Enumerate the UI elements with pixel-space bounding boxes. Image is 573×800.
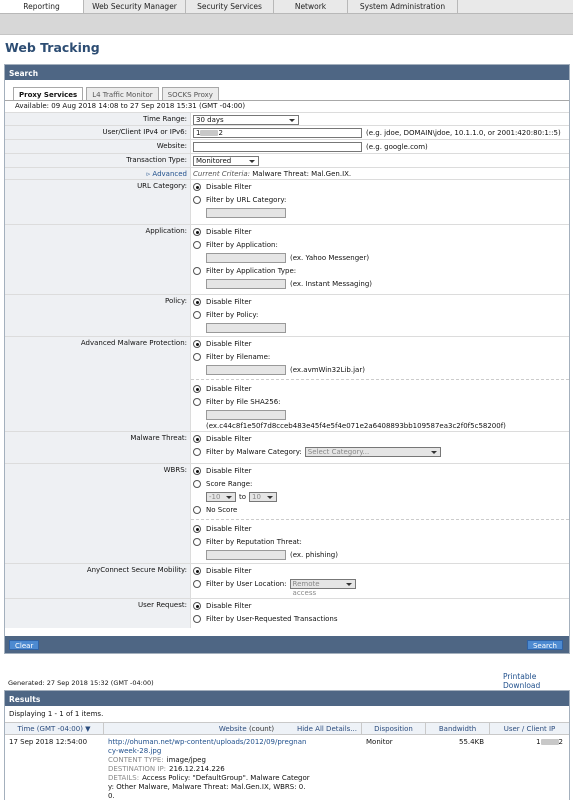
tab-proxy-services[interactable]: Proxy Services: [13, 87, 83, 101]
row-disposition: Monitor: [366, 738, 393, 746]
row-user-prefix: 1: [536, 738, 541, 746]
row-time-range: [5, 112, 569, 125]
policy-filter-label: Filter by Policy:: [206, 311, 259, 319]
wbrs-label: WBRS:: [5, 464, 191, 563]
website-hint: (e.g. google.com): [366, 143, 428, 151]
search-panel: [4, 64, 570, 654]
nav-tab-security-services[interactable]: Security Services: [186, 0, 274, 13]
table-row: [5, 735, 569, 800]
top-navigation: [0, 0, 573, 14]
user-request-disable-label: Disable Filter: [206, 602, 252, 610]
col-disposition[interactable]: Disposition: [362, 723, 426, 734]
wbrs-rep-input[interactable]: [206, 550, 286, 560]
nav-tab-system-administration[interactable]: System Administration: [348, 0, 458, 13]
wbrs-to-label: to: [239, 493, 247, 501]
application-filter-radio[interactable]: [193, 241, 201, 249]
col-time[interactable]: [5, 723, 104, 734]
malware-threat-label: Malware Threat:: [5, 432, 191, 463]
row-time: 17 Sep 2018 12:54:00: [9, 738, 88, 746]
url-category-filter-radio[interactable]: [193, 196, 201, 204]
application-hint: (ex. Yahoo Messenger): [290, 254, 370, 262]
tab-l4-traffic-monitor[interactable]: L4 Traffic Monitor: [86, 87, 158, 101]
results-table-header: [5, 722, 569, 735]
row-website: [104, 735, 362, 800]
row-malware-threat: [5, 431, 569, 463]
row-user: [5, 125, 569, 139]
col-website: [104, 723, 362, 734]
available-range-text: Available: 09 Aug 2018 14:08 to 27 Sep 2018 15:31 (GMT -04:00): [15, 102, 246, 110]
user-value-suffix: 2: [218, 129, 223, 137]
hide-all-details-link[interactable]: Hide All Details...: [296, 725, 357, 733]
user-request-disable-radio[interactable]: [193, 602, 201, 610]
application-disable-radio[interactable]: [193, 228, 201, 236]
sort-down-icon: ▼: [85, 725, 91, 733]
col-user[interactable]: User / Client IP: [503, 725, 556, 733]
row-url-part2: cy-week-28.jpg: [108, 747, 162, 755]
row-advanced: [5, 167, 569, 179]
generated-timestamp: Generated: 27 Sep 2018 15:32 (GMT -04:00): [8, 679, 154, 687]
application-label: Application:: [5, 225, 191, 294]
row-user-suffix: 2: [558, 738, 563, 746]
clear-button[interactable]: Clear: [9, 640, 39, 650]
user-hint: (e.g. jdoe, DOMAIN\jdoe, 10.1.1.0, or 2001:420:80:1::5): [366, 129, 561, 137]
details-line1: Access Policy: "DefaultGroup". Malware Categor: [142, 774, 310, 782]
amp-filename-radio[interactable]: [193, 353, 201, 361]
wbrs-rep-radio[interactable]: [193, 538, 201, 546]
anyconnect-label: AnyConnect Secure Mobility:: [5, 564, 191, 598]
amp-sha-radio[interactable]: [193, 398, 201, 406]
amp-disable-label: Disable Filter: [206, 340, 252, 348]
website-input[interactable]: [193, 142, 362, 152]
application-type-label: Filter by Application Type:: [206, 267, 297, 275]
current-criteria-label: Current Criteria:: [193, 170, 251, 178]
wbrs-score-radio[interactable]: [193, 480, 201, 488]
redacted-block: [200, 130, 218, 136]
wbrs-to-select[interactable]: 10: [249, 492, 277, 502]
destination-ip-label: DESTINATION IP:: [108, 765, 167, 773]
time-range-label: Time Range:: [5, 113, 191, 125]
transaction-type-select[interactable]: Monitored: [193, 156, 259, 166]
application-type-radio[interactable]: [193, 267, 201, 275]
url-category-disable-radio[interactable]: [193, 183, 201, 191]
user-value-prefix: 1: [196, 129, 201, 137]
col-time-label: Time (GMT -04:00): [17, 725, 83, 733]
wbrs-rep-hint: (ex. phishing): [290, 551, 338, 559]
nav-tab-network[interactable]: Network: [274, 0, 348, 13]
triangle-right-icon: ▹: [146, 170, 153, 178]
row-user-request: [5, 598, 569, 628]
row-url-part1: http://ohuman.net/wp-content/uploads/2012/09/pregnan: [108, 738, 307, 746]
advanced-label: Advanced: [152, 170, 187, 178]
malware-category-radio[interactable]: [193, 448, 201, 456]
amp-sha-hint: (ex.c44c8f1e50f7d8cceb483e45f4e5f4e071e2a6408893bb109587ea3c2f0f5c58200f): [206, 422, 506, 430]
row-bandwidth: 55.4KB: [459, 738, 484, 746]
page-title: Web Tracking: [5, 40, 100, 55]
nav-tab-web-security-manager[interactable]: Web Security Manager: [84, 0, 186, 13]
amp-sha-disable-label: Disable Filter: [206, 385, 252, 393]
wbrs-disable-label: Disable Filter: [206, 467, 252, 475]
content-type-label: CONTENT TYPE:: [108, 756, 164, 764]
url-category-label: URL Category:: [5, 180, 191, 224]
wbrs-rep-label: Filter by Reputation Threat:: [206, 538, 302, 546]
printable-download-link[interactable]: Printable Download: [503, 672, 541, 690]
row-transaction-type: [5, 153, 569, 167]
application-type-hint: (ex. Instant Messaging): [290, 280, 373, 288]
amp-label: Advanced Malware Protection:: [5, 337, 191, 431]
malware-disable-radio[interactable]: [193, 435, 201, 443]
displaying-count: Displaying 1 - 1 of 1 items.: [9, 710, 104, 718]
amp-sha-label: Filter by File SHA256:: [206, 398, 281, 406]
destination-ip-value: 216.12.214.226: [169, 765, 225, 773]
user-request-filter-label: Filter by User-Requested Transactions: [206, 615, 338, 623]
wbrs-noscore-label: No Score: [206, 506, 238, 514]
row-wbrs: [5, 463, 569, 563]
amp-filename-label: Filter by Filename:: [206, 353, 271, 361]
search-tabs: [13, 87, 222, 101]
user-input[interactable]: [193, 128, 362, 138]
col-count-label: (count): [248, 725, 275, 733]
anyconnect-location-radio[interactable]: [193, 580, 201, 588]
row-anyconnect: [5, 563, 569, 598]
policy-input[interactable]: [206, 323, 286, 333]
amp-sha-input[interactable]: [206, 410, 286, 420]
anyconnect-location-label: Filter by User Location:: [206, 580, 287, 588]
user-request-label: User Request:: [5, 599, 191, 628]
website-label: Website:: [5, 140, 191, 153]
row-url-category: [5, 179, 569, 224]
wbrs-rep-disable-label: Disable Filter: [206, 525, 252, 533]
search-actions-bar: [5, 636, 569, 653]
policy-disable-radio[interactable]: [193, 298, 201, 306]
application-filter-label: Filter by Application:: [206, 241, 278, 249]
wbrs-from-select[interactable]: -10: [206, 492, 236, 502]
malware-disable-label: Disable Filter: [206, 435, 252, 443]
wbrs-disable-radio[interactable]: [193, 467, 201, 475]
advanced-toggle[interactable]: [5, 168, 191, 179]
tab-socks-proxy[interactable]: SOCKS Proxy: [162, 87, 219, 101]
sub-navigation-bar: [0, 14, 573, 35]
results-header: Results: [5, 691, 569, 706]
url-category-filter-label: Filter by URL Category:: [206, 196, 287, 204]
search-form: [5, 112, 569, 628]
wbrs-score-label: Score Range:: [206, 480, 253, 488]
row-application: [5, 224, 569, 294]
tabs-divider: [5, 100, 569, 101]
amp-filename-hint: (ex.avmWin32Lib.jar): [290, 366, 365, 374]
application-input[interactable]: [206, 253, 286, 263]
col-bandwidth[interactable]: Bandwidth: [426, 723, 490, 734]
anyconnect-disable-radio[interactable]: [193, 567, 201, 575]
wbrs-rep-disable-radio[interactable]: [193, 525, 201, 533]
amp-divider: [191, 379, 569, 380]
application-disable-label: Disable Filter: [206, 228, 252, 236]
row-website: [5, 139, 569, 153]
url-category-input[interactable]: [206, 208, 286, 218]
row-user: [490, 735, 569, 800]
search-button[interactable]: Search: [527, 640, 563, 650]
results-panel: [4, 690, 570, 800]
transaction-type-label: Transaction Type:: [5, 154, 191, 167]
policy-label: Policy:: [5, 295, 191, 336]
time-range-select[interactable]: 30 days: [193, 115, 299, 125]
amp-sha-disable-radio[interactable]: [193, 385, 201, 393]
details-line3: 0.: [108, 792, 115, 800]
redacted-block: [541, 739, 559, 745]
details-line2: y: Other Malware, Malware Threat: Mal.Gen.IX, WBRS: 0.: [108, 783, 306, 791]
details-label: DETAILS:: [108, 774, 140, 782]
wbrs-divider: [191, 519, 569, 520]
application-type-input[interactable]: [206, 279, 286, 289]
nav-tab-reporting[interactable]: Reporting: [0, 0, 84, 13]
col-website-label[interactable]: Website: [218, 725, 247, 733]
user-label: User/Client IPv4 or IPv6:: [5, 126, 191, 139]
anyconnect-location-select[interactable]: Remote access: [290, 579, 356, 589]
row-amp: [5, 336, 569, 431]
amp-disable-radio[interactable]: [193, 340, 201, 348]
content-type-value: image/jpeg: [166, 756, 206, 764]
row-url-link[interactable]: [108, 738, 306, 755]
policy-filter-radio[interactable]: [193, 311, 201, 319]
user-request-filter-radio[interactable]: [193, 615, 201, 623]
amp-filename-input[interactable]: [206, 365, 286, 375]
malware-category-select[interactable]: Select Category...: [305, 447, 441, 457]
policy-disable-label: Disable Filter: [206, 298, 252, 306]
search-panel-header: Search: [5, 65, 569, 80]
url-category-disable-label: Disable Filter: [206, 183, 252, 191]
wbrs-noscore-radio[interactable]: [193, 506, 201, 514]
current-criteria-value: Malware Threat: Mal.Gen.IX.: [252, 170, 352, 178]
row-policy: [5, 294, 569, 336]
anyconnect-disable-label: Disable Filter: [206, 567, 252, 575]
malware-category-label: Filter by Malware Category:: [206, 448, 302, 456]
